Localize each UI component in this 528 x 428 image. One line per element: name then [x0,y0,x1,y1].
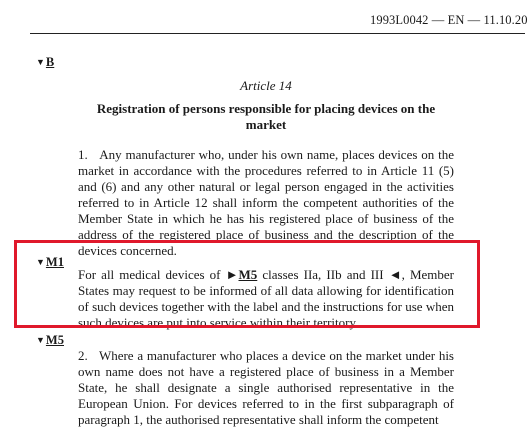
paragraph-m1-text-start: For all medical devices of [78,267,226,282]
triangle-down-icon: ▼ [36,335,45,345]
highlight-box [14,240,480,328]
amendment-marker-m5 [36,333,64,348]
triangle-left-icon: ◄ [388,267,402,282]
marker-code: M5 [45,333,64,347]
triangle-down-icon: ▼ [36,257,45,267]
article-number: Article 14 [240,78,292,93]
paragraph-2: 2. Where a manufacturer who places a device on the market under his own name does not have a registered place of business in a Member State, he shall designate a single authorised representative in the European Union. For devices referred to in the first subparagraph of paragraph 1, the authorised representative shall inform the competent [78,348,454,427]
header-rule [30,33,525,34]
triangle-right-icon: ► [225,267,239,282]
document-reference: 1993L0042 — EN — 11.10.20 [370,13,528,27]
marker-code: B [45,55,55,69]
triangle-down-icon: ▼ [36,57,45,67]
article-heading: Registration of persons responsible for placing devices on the market [96,101,436,132]
paragraph-m1-text-mid: classes IIa, IIb and III [257,267,389,282]
inline-marker-code: M5 [238,267,258,282]
paragraph-1: 1. Any manufacturer who, under his own name, places devices on the market in accordance with the procedures referred to in Article 11 (5) and (6) and any other natural or legal person engaged in the activities referred to in Article 12 shall inform the competent authorities of the Member State in which he has his registered place of business of the address of the registered place of business and the description of the devices concerned. [78,147,454,258]
amendment-marker-b [36,55,54,70]
paragraph-m1-text-end: , Member States may request to be informed of all data allowing for identification of such devices together with the label and the instructions for use when such devices are put into service within their territory. [78,267,454,330]
marker-code: M1 [45,255,64,269]
